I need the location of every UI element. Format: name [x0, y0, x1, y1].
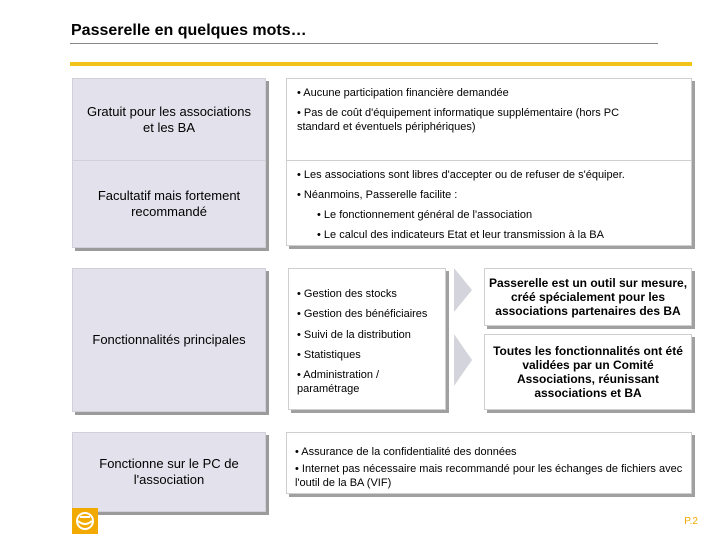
note-text: Toutes les fonctionnalités ont été validées par un Comité Associations, réunissant associations et BA: [493, 344, 683, 400]
feature-item: • Administration / paramétrage: [297, 369, 380, 395]
arrows-graphic: [452, 266, 478, 414]
note-box: [484, 268, 692, 326]
bullet-item: • Internet pas nécessaire mais recommandé pour les échanges de fichiers avec l'outil de la BA (VIF): [295, 463, 683, 489]
row-label-box: [72, 160, 266, 248]
title-divider: [70, 43, 658, 44]
arrow-right-icon: [454, 334, 472, 386]
note-text: Passerelle est un outil sur mesure, créé spécialement pour les associations partenaires des BA: [488, 276, 688, 318]
bullet-item: • Les associations sont libres d'accepter ou de refuser de s'équiper.: [297, 169, 625, 181]
banque-alimentaire-logo-icon: [72, 508, 98, 534]
bullet-item: • Assurance de la confidentialité des données: [295, 446, 517, 458]
row-label: Fonctionne sur le PC de l'association: [99, 456, 239, 487]
bullet-item: • Aucune participation financière demandée: [297, 87, 509, 99]
feature-item: • Gestion des bénéficiaires: [297, 308, 428, 320]
features-list-box: [288, 268, 446, 410]
sub-bullet-item: • Le calcul des indicateurs Etat et leur transmission à la BA: [317, 229, 604, 241]
arrow-right-icon: [454, 268, 472, 312]
page-title: Passerelle en quelques mots…: [71, 22, 307, 39]
row-content-box: [286, 78, 692, 162]
bullet-item: • Pas de coût d'équipement informatique supplémentaire (hors PC standard et éventuels périphériques): [297, 107, 620, 133]
row-label-box: [72, 432, 266, 512]
page-number: P.2: [684, 516, 698, 527]
note-box: [484, 334, 692, 410]
row-content-box: [286, 432, 692, 494]
bullet-item: • Néanmoins, Passerelle facilite :: [297, 189, 458, 201]
sub-bullet-item: • Le fonctionnement général de l'association: [317, 209, 533, 221]
row-label: Facultatif mais fortement recommandé: [97, 188, 241, 219]
row-content-box: [286, 160, 692, 246]
row-label-box: [72, 78, 266, 162]
feature-item: • Statistiques: [297, 349, 361, 361]
row-label: Fonctionnalités principales: [92, 332, 246, 347]
accent-bar: [70, 62, 692, 66]
feature-item: • Suivi de la distribution: [297, 329, 411, 341]
feature-item: • Gestion des stocks: [297, 288, 397, 300]
row-label-box: [72, 268, 266, 412]
row-label: Gratuit pour les associations et les BA: [86, 104, 252, 135]
